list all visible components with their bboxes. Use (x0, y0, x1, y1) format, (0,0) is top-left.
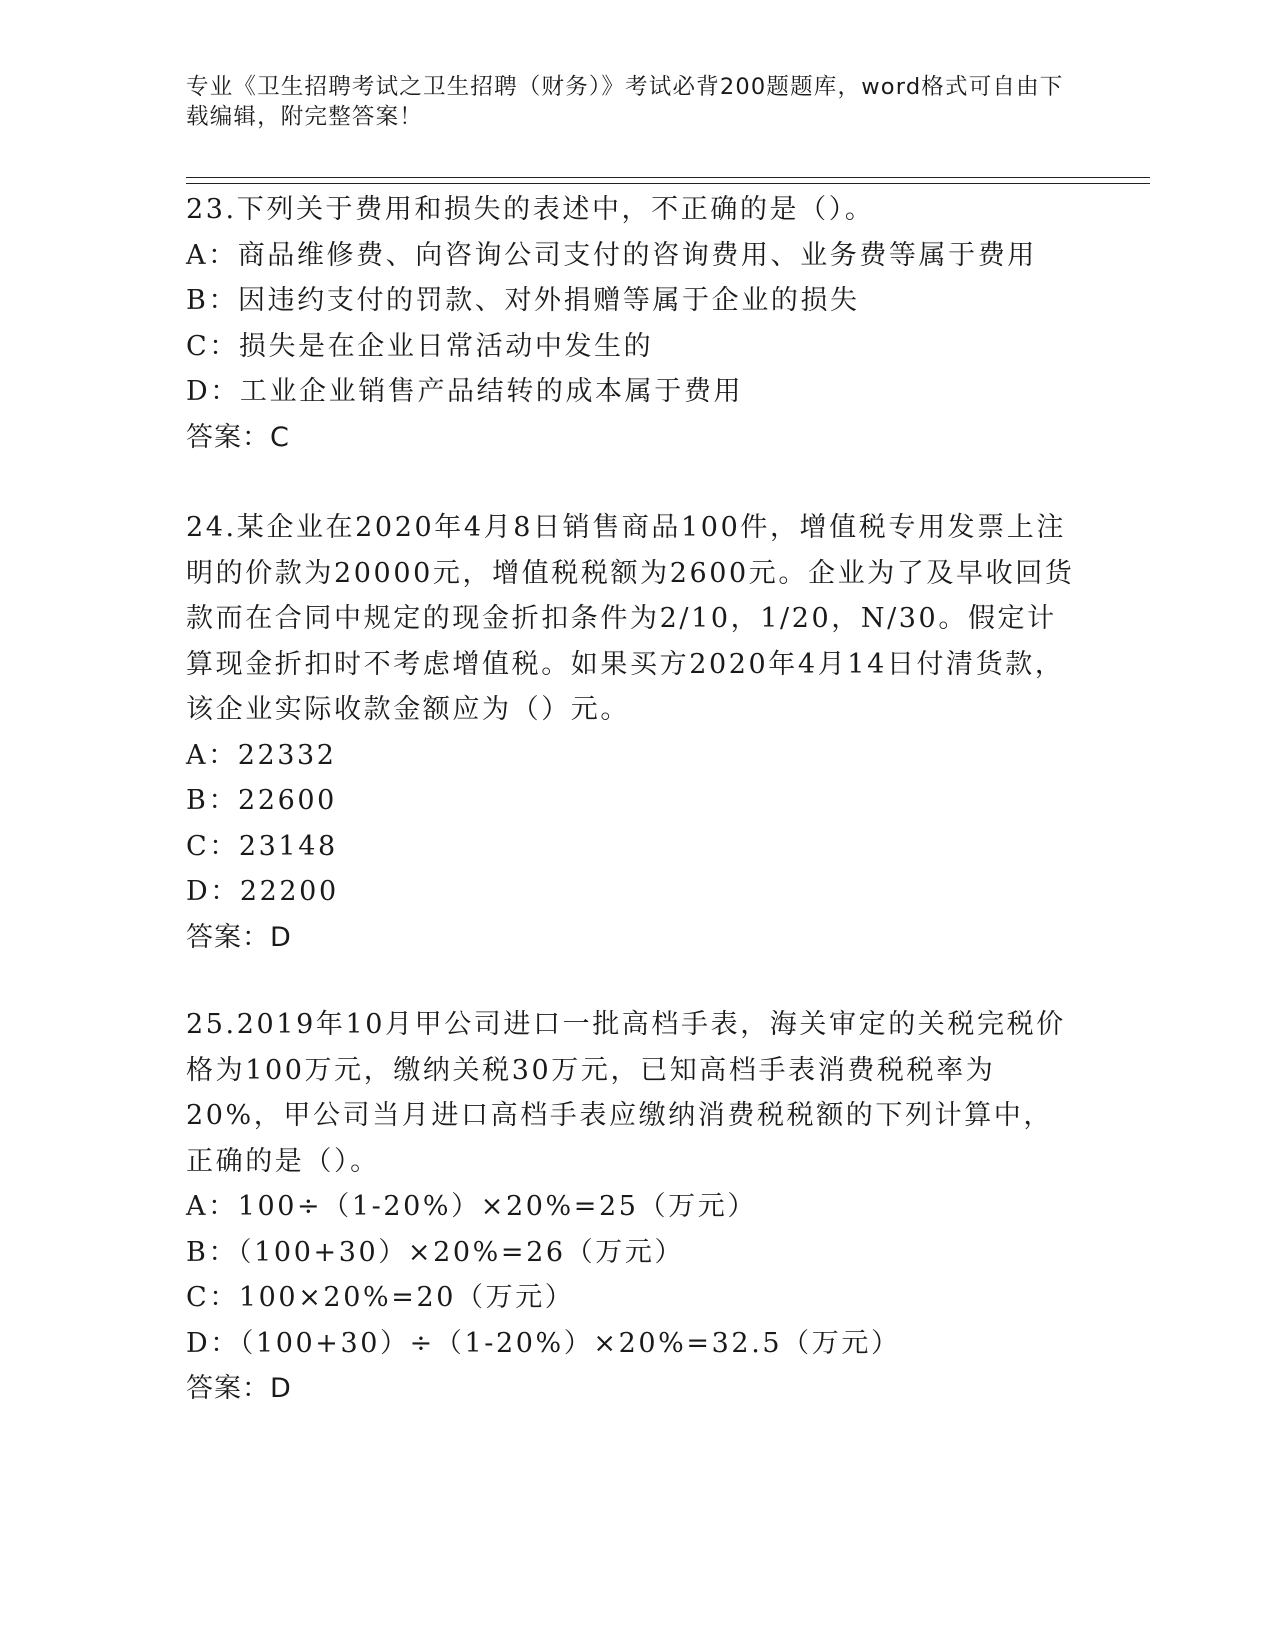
question-stem: 23.下列关于费用和损失的表述中，不正确的是（）。 (186, 194, 875, 225)
option-b: B：因违约支付的罚款、对外捐赠等属于企业的损失 (186, 285, 860, 316)
option-a: A：22332 (186, 739, 337, 771)
header-divider-top (186, 177, 1150, 178)
document-header (186, 72, 1066, 132)
question-stem: 24.某企业在2020年4月8日销售商品100件，增值税专用发票上注明的价款为20000元，增值税税额为2600元。企业为了及早收回货款而在合同中规定的现金折扣条件为2/10，1/20，N/30。假定计算现金折扣时不考虑增值税。如果买方2020年4月14日付清货款，该企业实际收款金额应为（）元。 (186, 512, 1075, 725)
header-title: 专业《卫生招聘考试之卫生招聘（财务）》考试必背200题题库，word格式可自由下载编辑，附完整答案！ (186, 74, 1064, 130)
question-23 (186, 187, 1076, 460)
option-d: D：22200 (186, 876, 339, 907)
answer-label: 答案：D (186, 921, 292, 953)
option-d: D：工业企业销售产品结转的成本属于费用 (186, 376, 744, 407)
question-25 (186, 1002, 1076, 1412)
question-stem: 25.2019年10月甲公司进口一批高档手表，海关审定的关税完税价格为100万元，缴纳关税30万元，已知高档手表消费税税率为20%，甲公司当月进口高档手表应缴纳消费税税额的下列计算中，正确的是（）。 (186, 1009, 1066, 1177)
option-b: B：（100+30）×20%=26（万元） (186, 1236, 685, 1268)
option-a: A：商品维修费、向咨询公司支付的咨询费用、业务费等属于费用 (186, 239, 1037, 271)
header-divider-bottom (186, 183, 1150, 184)
answer-label: 答案：D (186, 1373, 292, 1404)
option-c: C：23148 (186, 830, 338, 862)
option-a: A：100÷（1-20%）×20%=25（万元） (186, 1191, 757, 1222)
question-24 (186, 505, 1076, 960)
option-b: B：22600 (186, 785, 337, 816)
option-c: C：100×20%=20（万元） (186, 1282, 575, 1313)
option-d: D：（100+30）÷（1-20%）×20%=32.5（万元） (186, 1327, 901, 1359)
answer-label: 答案：C (186, 421, 290, 453)
option-c: C：损失是在企业日常活动中发生的 (186, 330, 654, 362)
